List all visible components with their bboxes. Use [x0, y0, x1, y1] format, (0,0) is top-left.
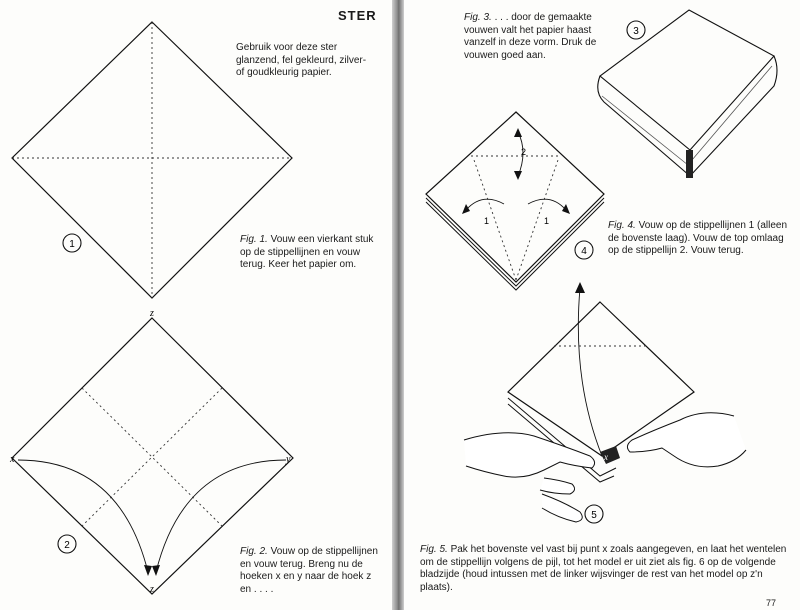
fig5-arrowhead	[575, 282, 585, 293]
fig5-diagram	[404, 280, 800, 540]
fig5-grip-point	[600, 446, 620, 464]
intro-text: Gebruik voor deze ster glanzend, fel gekleurd, zilver- of goudkleurig papier.	[236, 42, 367, 78]
fig5-text: Pak het bovenste vel vast bij punt x zoals aangegeven, en laat het wentelen om de stippellijn volgens de pijl, tot het model er uit ziet als fig. 6 op de volgende bladzijde (houd intussen met de linker wijsvinger de rest van het model op z'n plaats).	[420, 544, 787, 593]
fig1-label: Fig. 1.	[240, 234, 268, 245]
fig5-left-finger	[542, 494, 582, 522]
fig2-fold-diag-a	[82, 388, 222, 526]
fig5-caption	[420, 544, 790, 594]
fig5-left-thumb	[540, 478, 575, 494]
fig4-arrowhead-1-left	[462, 204, 470, 214]
fig2-arrow-x	[18, 460, 148, 572]
fig2-fold-diag-b	[82, 388, 222, 526]
fig4-arrowhead-2b	[514, 171, 522, 180]
fig2-text: Vouw op de stippellijnen en vouw terug. Breng nu de hoeken x en y naar de hoek z en . . . .	[240, 546, 378, 595]
fig4-mark-1-left: 1	[484, 216, 490, 226]
fig4-lower-layer-2	[426, 202, 604, 290]
fig2-mark-z-top: z	[150, 308, 154, 319]
fig4-label: Fig. 4.	[608, 220, 636, 231]
fig5-left-hand	[464, 433, 595, 477]
fig5-label: Fig. 5.	[420, 544, 448, 555]
fig3-number: 3	[633, 26, 639, 37]
fig2-arrowhead-y	[152, 565, 160, 576]
fig4-mark-1-right: 1	[544, 216, 550, 226]
fig5-mark-x: x	[604, 452, 608, 462]
fig4-mark-2: 2	[521, 147, 527, 157]
fig5-turn-arrow	[578, 288, 602, 456]
fig2-mark-x: x	[10, 454, 15, 465]
fig1-text: Vouw een vierkant stuk op de stippellijnen en vouw terug. Keer het papier om.	[240, 234, 374, 270]
right-page	[404, 0, 800, 610]
book-gutter	[392, 0, 404, 610]
fig1-caption	[240, 234, 378, 272]
fig4-lower-layer-1	[426, 198, 604, 286]
fig5-number: 5	[591, 510, 597, 521]
fig3-text: . . . door de gemaakte vouwen valt het papier haast vanzelf in deze vorm. Druk de vouwen goed aan.	[464, 12, 597, 61]
fig4-fold-1-right	[516, 160, 558, 280]
fig2-label: Fig. 2.	[240, 546, 268, 557]
fig3-label: Fig. 3.	[464, 12, 492, 23]
fig2-caption	[240, 546, 378, 596]
fig2-mark-z-bottom: z	[150, 584, 154, 595]
fig2-arrowhead-x	[144, 565, 152, 576]
page-number: 77	[766, 598, 777, 608]
fig4-arrow-1-left	[466, 199, 504, 210]
fig4-text: Vouw op de stippellijnen 1 (alleen de bovenste laag). Vouw de top omlaag op de stippellijn 2. Vouw terug.	[608, 220, 788, 256]
fig4-arrow-1-right	[528, 199, 566, 210]
fig4-number: 4	[581, 246, 587, 257]
fig2-mark-y: y	[286, 454, 291, 465]
fig5-right-hand	[627, 413, 746, 467]
page-title: STER	[338, 8, 377, 23]
fig2-number: 2	[64, 540, 70, 551]
fig4-arrowhead-2a	[514, 128, 522, 137]
fig4-arrowhead-1-right	[562, 204, 570, 214]
left-page	[0, 0, 392, 610]
fig4-caption	[608, 220, 788, 258]
fig1-number: 1	[69, 239, 75, 250]
